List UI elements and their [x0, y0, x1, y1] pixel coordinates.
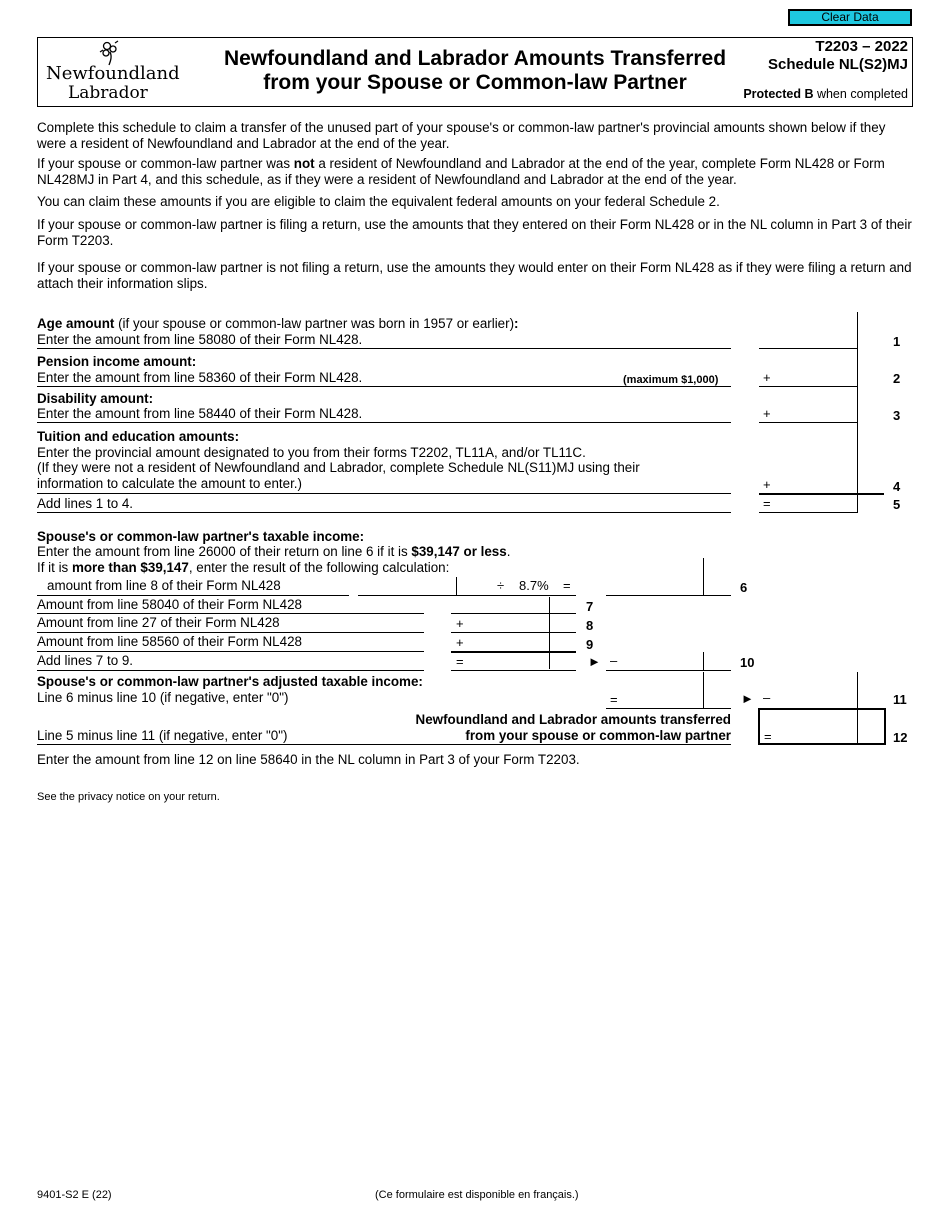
line3-amount-field[interactable]	[759, 406, 857, 423]
line8-plus: +	[456, 616, 464, 631]
line9-amount-field[interactable]	[451, 635, 576, 653]
pension-maximum: (maximum $1,000)	[623, 374, 719, 386]
rule-line4	[37, 493, 731, 494]
rule-line5	[37, 512, 731, 513]
line1-amount-field[interactable]	[759, 332, 857, 349]
line4-plus: +	[763, 477, 771, 492]
age-amount-label: Age amount	[37, 316, 115, 331]
line-number-10: 10	[740, 655, 755, 670]
privacy-notice: See the privacy notice on your return.	[37, 791, 220, 803]
line5-amount-field[interactable]	[759, 496, 857, 513]
line8-nl428-amount-field[interactable]	[358, 577, 457, 596]
tuition-desc-1: Enter the provincial amount designated to you from their forms T2202, TL11A, and/or TL11C.	[37, 445, 586, 460]
taxable-desc1-threshold: $39,147 or less	[411, 544, 507, 559]
line-number-8: 8	[586, 618, 594, 633]
tuition-desc-3: information to calculate the amount to enter.)	[37, 476, 302, 491]
line8-desc: Amount from line 27 of their Form NL428	[37, 615, 280, 630]
line11-calc-equals: =	[610, 692, 618, 707]
line6-calc-equals: =	[563, 578, 571, 593]
logo-text-line1: Newfoundland	[46, 63, 180, 84]
line9-plus: +	[456, 635, 464, 650]
intro-paragraph-5: If your spouse or common-law partner is not filing a return, use the amounts they would enter on their Form NL428 as if they were filing a return and attach their information slips.	[37, 260, 912, 291]
enter-line12-instruction: Enter the amount from line 12 on line 58640 in the NL column in Part 3 of your Form T2203.	[37, 752, 580, 767]
line-number-2: 2	[893, 371, 901, 386]
line11-subtotal-field[interactable]	[606, 692, 731, 709]
rule-line3	[37, 422, 731, 423]
schedule-name: Schedule NL(S2)MJ	[767, 56, 908, 73]
line10-amount-field[interactable]	[606, 654, 731, 671]
adjusted-income-desc: Line 6 minus line 10 (if negative, enter "0")	[37, 690, 289, 705]
line-number-6: 6	[740, 580, 748, 595]
taxable-desc2-b: , enter the result of the following calculation:	[188, 560, 450, 575]
disability-desc: Enter the amount from line 58440 of their Form NL428.	[37, 406, 363, 421]
line12-desc: Line 5 minus line 11 (if negative, enter "0")	[37, 728, 288, 743]
age-amount-desc: Enter the amount from line 58080 of their Form NL428.	[37, 332, 363, 347]
transfer-title-1: Newfoundland and Labrador amounts transferred	[415, 712, 731, 727]
line10-subtotal-field[interactable]	[451, 654, 576, 671]
line4-amount-field[interactable]	[759, 477, 884, 495]
intro-paragraph-2	[37, 156, 917, 188]
add-lines-1-4: Add lines 1 to 4.	[37, 496, 134, 511]
line10-calc-equals: =	[456, 654, 464, 669]
line11-minus: –	[763, 690, 771, 705]
intro-p2-b: a resident of Newfoundland and Labrador at the end of the year, complete Form NL428 or Form NL428MJ in Part 4, and this schedule, as if they were a resident of Newfoundland and Labrador at the end of the year.	[37, 156, 885, 187]
taxable-desc2-a: If it is	[37, 560, 72, 575]
line6-amount-field[interactable]	[606, 578, 731, 596]
rule-line6-label	[37, 595, 349, 596]
form-identifier	[768, 38, 908, 74]
divide-sign: ÷	[497, 578, 505, 593]
line3-plus: +	[763, 406, 771, 421]
line-number-1: 1	[893, 334, 901, 349]
pension-desc: Enter the amount from line 58360 of their Form NL428.	[37, 370, 363, 385]
tuition-title: Tuition and education amounts:	[37, 429, 240, 444]
line-number-11: 11	[893, 692, 907, 707]
tax-rate: 8.7%	[519, 578, 549, 593]
line2-amount-field[interactable]	[759, 370, 857, 387]
title-line2: from your Spouse or Common-law Partner	[263, 71, 687, 94]
line-number-12: 12	[893, 730, 908, 745]
line8-amount-field[interactable]	[451, 616, 576, 633]
rule-line8	[37, 632, 424, 633]
line-number-3: 3	[893, 408, 901, 423]
adjusted-income-title: Spouse's or common-law partner's adjusted taxable income:	[37, 674, 423, 689]
logo-text-line2: Labrador	[68, 83, 148, 103]
line10-minus: –	[610, 653, 618, 668]
line8-nl428-label: amount from line 8 of their Form NL428	[47, 578, 281, 593]
line11-arrow: ►	[741, 691, 754, 706]
intro-paragraph-4: If your spouse or common-law partner is filing a return, use the amounts that they entered on their Form NL428 or in the NL column in Part 3 of their Form T2203.	[37, 217, 912, 248]
line9-desc: Amount from line 58560 of their Form NL428	[37, 634, 302, 649]
taxable-income-desc2	[37, 560, 449, 576]
taxable-income-desc1	[37, 544, 510, 560]
taxable-desc2-threshold: more than $39,147	[71, 560, 189, 575]
age-amount-title	[37, 316, 519, 332]
line7-desc: Amount from line 58040 of their Form NL428	[37, 597, 302, 612]
intro-paragraph-1: Complete this schedule to claim a transfer of the unused part of your spouse's or common-law partner's provincial amounts shown below if they were a resident of Newfoundland and Labrador at the end of the year.	[37, 120, 886, 151]
protected-suffix: when completed	[813, 87, 908, 101]
line12-amount-box[interactable]	[758, 708, 886, 745]
line-number-9: 9	[586, 637, 594, 652]
rule-line10	[37, 670, 424, 671]
line5-equals: =	[763, 496, 771, 511]
page-title	[200, 47, 750, 95]
title-line1: Newfoundland and Labrador Amounts Transferred	[223, 47, 727, 70]
taxable-desc1-a: Enter the amount from line 26000 of their return on line 6 if it is	[37, 544, 412, 559]
rule-line6-calc	[456, 595, 576, 596]
line12-column-divider	[857, 709, 858, 744]
line-number-7: 7	[586, 599, 594, 614]
protected-notice	[743, 87, 908, 101]
line-number-5: 5	[893, 497, 901, 512]
protected-label: Protected B	[743, 87, 814, 101]
rule-line7	[37, 613, 424, 614]
tuition-desc-2: (If they were not a resident of Newfoundland and Labrador, complete Schedule NL(S11)MJ using their	[37, 460, 640, 475]
clear-data-button[interactable]: Clear Data	[788, 9, 912, 26]
age-amount-colon: :	[514, 316, 519, 331]
form-code-footer: 9401-S2 E (22)	[37, 1189, 112, 1201]
intro-p2-a: If your spouse or common-law partner was	[37, 156, 294, 171]
intro-p2-bold: not	[293, 156, 315, 171]
form-number: T2203 – 2022	[815, 38, 908, 55]
line2-plus: +	[763, 370, 771, 385]
french-availability-note: (Ce formulaire est disponible en français.)	[375, 1189, 579, 1201]
add-lines-7-9: Add lines 7 to 9.	[37, 653, 134, 668]
transfer-title-2: from your spouse or common-law partner	[465, 728, 731, 743]
disability-title: Disability amount:	[37, 391, 154, 406]
age-amount-qualifier: (if your spouse or common-law partner was born in 1957 or earlier)	[114, 316, 515, 331]
line10-arrow: ►	[588, 654, 601, 669]
intro-paragraph-3: You can claim these amounts if you are eligible to claim the equivalent federal amounts on your federal Schedule 2.	[37, 194, 720, 209]
rule-line9	[37, 651, 424, 652]
line7-amount-field[interactable]	[451, 597, 576, 614]
rule-line2	[37, 386, 731, 387]
pension-title: Pension income amount:	[37, 354, 197, 369]
rule-line12	[37, 744, 731, 745]
line-number-4: 4	[893, 479, 901, 494]
rule-line1	[37, 348, 731, 349]
taxable-income-title: Spouse's or common-law partner's taxable income:	[37, 529, 365, 544]
line12-equals: =	[764, 729, 772, 744]
taxable-desc1-b: .	[506, 544, 511, 559]
